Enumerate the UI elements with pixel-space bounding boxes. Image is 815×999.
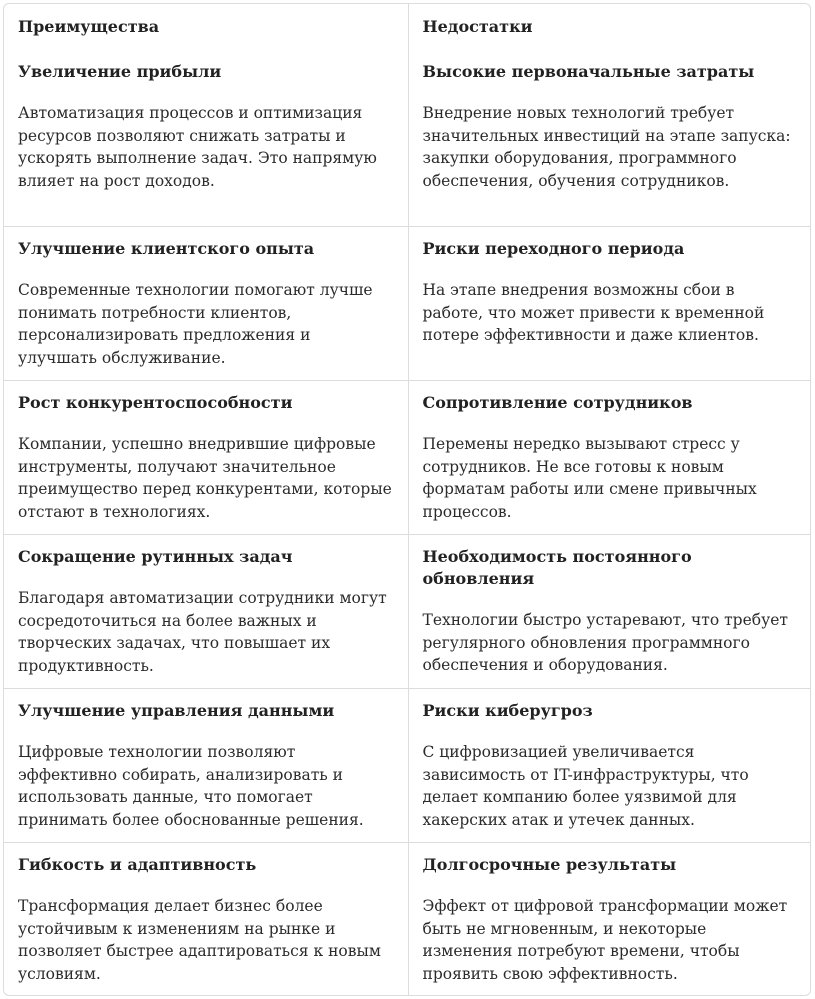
header-advantages: Преимущества [18,17,160,36]
disadvantage-description: Внедрение новых технологий требует значительных инвестиций на этапе запуска: закупки оборудования, программного обеспечения, обучения сотрудников. [422,104,791,190]
advantage-cell [4,50,408,227]
table-row [4,689,811,843]
disadvantage-title: Необходимость постоянного обновления [422,547,692,588]
disadvantage-cell [408,535,811,689]
advantage-description: Компании, успешно внедрившие цифровые инструменты, получают значительное преимущество перед конкурентами, которые отстают в технологиях. [18,435,392,521]
advantage-title: Сокращение рутинных задач [18,547,293,566]
disadvantage-title: Высокие первоначальные затраты [422,62,755,81]
advantage-cell [4,535,408,689]
advantage-title: Рост конкурентоспособности [18,393,293,412]
advantage-cell [4,843,408,997]
disadvantage-description: Перемены нередко вызывают стресс у сотрудников. Не все готовы к новым форматам работы или смене привычных процессов. [422,435,757,521]
header-disadvantages: Недостатки [408,4,811,50]
advantage-description: Цифровые технологии позволяют эффективно собирать, анализировать и использовать данные, что помогает принимать более обоснованные решения. [18,743,364,829]
disadvantage-cell [408,689,811,843]
advantage-description: Современные технологии помогают лучше понимать потребности клиентов, персонализировать предложения и улучшать обслуживание. [18,281,373,367]
comparison-table-container [3,3,811,996]
advantage-title: Улучшение клиентского опыта [18,239,315,258]
disadvantage-title: Риски киберугроз [422,701,593,720]
table-row [4,381,811,535]
disadvantage-description: Технологии быстро устаревают, что требует регулярного обновления программного обеспечения и оборудования. [422,611,788,674]
disadvantage-description: Эффект от цифровой трансформации может быть не мгновенным, и некоторые изменения потребуют времени, чтобы проявить свою эффективность. [422,897,788,983]
table-row [4,843,811,997]
advantage-title: Увеличение прибыли [18,62,222,81]
advantage-cell [4,227,408,381]
disadvantage-title: Сопротивление сотрудников [422,393,693,412]
disadvantage-title: Долгосрочные результаты [422,855,677,874]
disadvantage-description: На этапе внедрения возможны сбои в работе, что может привести к временной потере эффективности и даже клиентов. [422,281,765,344]
advantage-description: Автоматизация процессов и оптимизация ресурсов позволяют снижать затраты и ускорять выполнение задач. Это напрямую влияет на рост доходов. [18,104,377,190]
advantage-title: Гибкость и адаптивность [18,855,257,874]
table-row [4,535,811,689]
disadvantage-cell [408,381,811,535]
disadvantage-cell [408,227,811,381]
advantage-cell [4,381,408,535]
disadvantage-description: С цифровизацией увеличивается зависимость от IT-инфраструктуры, что делает компанию более уязвимой для хакерских атак и утечек данных. [422,743,749,829]
advantage-description: Трансформация делает бизнес более устойчивым к изменениям на рынке и позволяет быстрее адаптироваться к новым условиям. [18,897,381,983]
comparison-table [4,4,811,996]
disadvantage-cell [408,843,811,997]
advantage-title: Улучшение управления данными [18,701,335,720]
table-row [4,227,811,381]
table-header-row [4,4,811,50]
advantage-description: Благодаря автоматизации сотрудники могут сосредоточиться на более важных и творческих задачах, что повышает их продуктивность. [18,589,387,675]
table-row [4,50,811,227]
disadvantage-title: Риски переходного периода [422,239,685,258]
disadvantage-cell [408,50,811,227]
advantage-cell [4,689,408,843]
